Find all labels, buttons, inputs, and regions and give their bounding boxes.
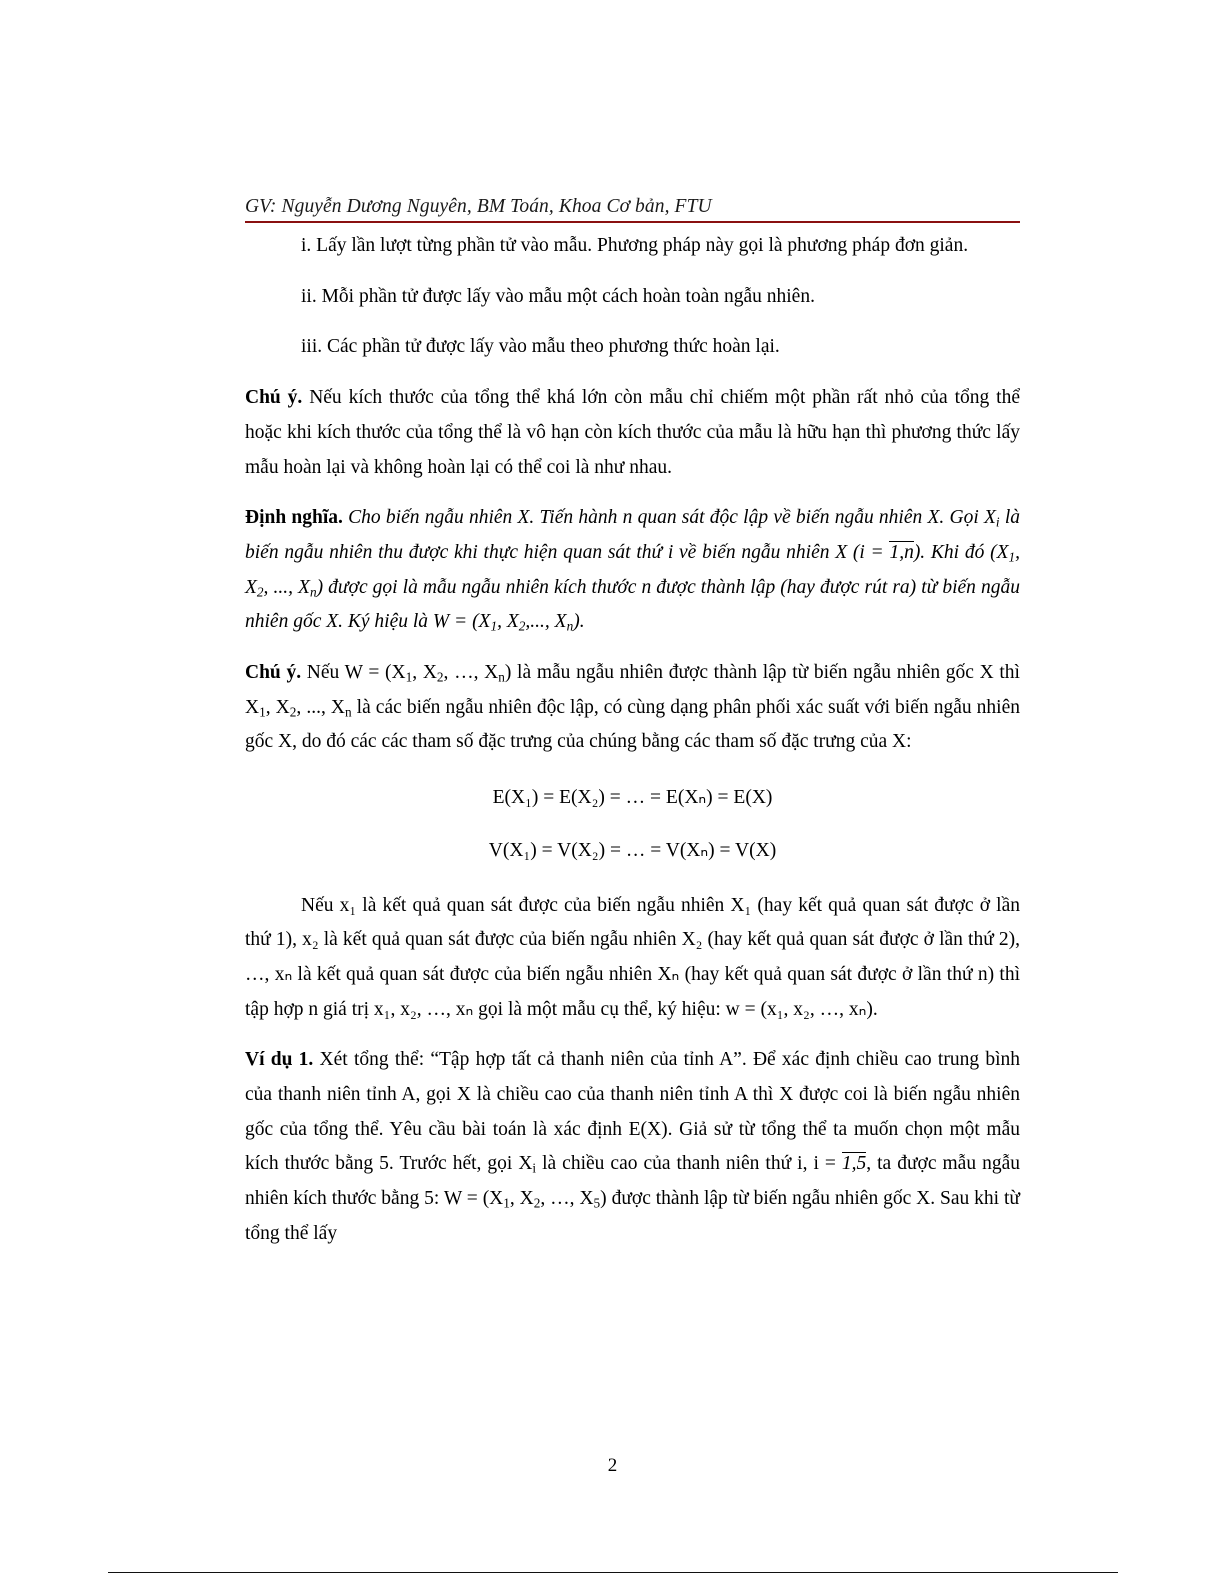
definition-sub-1b: 1 bbox=[490, 619, 498, 635]
example-paragraph bbox=[245, 1043, 1020, 1251]
definition-sub-2: 2 bbox=[256, 584, 264, 600]
example-text-f: ) được thành lập từ biến ngẫu nhiên gốc X. Sau khi từ tổng thể lấy bbox=[245, 1188, 1020, 1244]
note2-sub-2b: 2 bbox=[289, 704, 297, 720]
definition-label: Định nghĩa. bbox=[245, 507, 343, 529]
sample-paragraph: Nếu x₁ là kết quả quan sát được của biến ngẫu nhiên X₁ (hay kết quả quan sát được ở lần thứ 1), x₂ là kết quả quan sát được của biến ngẫu nhiên X₂ (hay kết quả quan sát được ở lần thứ 2), …, xₙ là kết quả quan sát được của biến ngẫu nhiên Xₙ (hay kết quả quan sát được ở lần thứ n) thì tập hợp n giá trị x₁, x₂, …, xₙ gọi là một mẫu cụ thể, ký hiệu: w = (x₁, x₂, …, xₙ). bbox=[245, 894, 1020, 1020]
list-item-ii: ii. Mỗi phần tử được lấy vào mẫu một cách hoàn toàn ngẫu nhiên. bbox=[301, 285, 815, 307]
note-2-text-a: Nếu W = (X bbox=[301, 662, 406, 684]
example-sub-i: i bbox=[532, 1161, 537, 1177]
definition-text-8: ,..., X bbox=[525, 611, 567, 633]
note-2-text-f: , ..., X bbox=[296, 696, 345, 718]
definition-text-1: Cho biến ngẫu nhiên X. Tiến hành n quan sát độc lập về biến ngẫu nhiên X. Gọi X bbox=[342, 507, 996, 529]
note2-sub-1b: 1 bbox=[259, 704, 266, 720]
page-number: 2 bbox=[607, 1455, 618, 1476]
definition-sub-1: 1 bbox=[1008, 549, 1016, 565]
note-paragraph-2 bbox=[245, 656, 1020, 760]
example-text-c: , ta được mẫu ngẫu nhiên kích thước bằng 5: W = (X bbox=[245, 1153, 1020, 1210]
definition-text-5: , ..., X bbox=[263, 576, 310, 598]
definition-sub-i: i bbox=[995, 514, 1000, 530]
definition-text-7: , X bbox=[497, 611, 519, 633]
example-sub-5: 5 bbox=[593, 1195, 601, 1211]
note-2-text-b: , X bbox=[412, 662, 437, 684]
note2-sub-2: 2 bbox=[436, 669, 444, 685]
example-text-a: Xét tổng thể: “Tập hợp tất cả thanh niên của tỉnh A”. Để xác định chiều cao trung bình của thanh niên tỉnh A, gọi X là chiều cao của thanh niên tỉnh A thì X được coi là biến ngẫu nhiên gốc của tổng thể. Yêu cầu bài toán là xác định E(X). Giả sử từ tổng thể ta muốn chọn một mẫu kích thước bằng 5. Trước hết, gọi X bbox=[245, 1049, 1020, 1175]
equation-variance: V(X₁) = V(X₂) = … = V(Xₙ) = V(X) bbox=[488, 840, 777, 862]
example-label: Ví dụ 1. bbox=[245, 1049, 314, 1071]
note2-sub-n: n bbox=[498, 669, 505, 685]
definition-paragraph bbox=[245, 501, 1020, 640]
note-2-text-g: là các biến ngẫu nhiên độc lập, có cùng dạng phân phối xác suất với biến ngẫu nhiên gốc X, do đó các các tham số đặc trưng của chúng bằng các tham số đặc trưng của X: bbox=[245, 696, 1020, 753]
example-overline: 1,5 bbox=[841, 1153, 867, 1175]
note-1-label: Chú ý. bbox=[245, 387, 303, 409]
list-item-iii: iii. Các phần tử được lấy vào mẫu theo phương thức hoàn lại. bbox=[301, 336, 780, 358]
equation-expectation: E(X₁) = E(X₂) = … = E(Xₙ) = E(X) bbox=[492, 787, 773, 809]
definition-text-2: là biến ngẫu nhiên thu được khi thực hiện quan sát thứ i về biến ngẫu nhiên X (i = bbox=[245, 507, 1020, 563]
definition-sub-2b: 2 bbox=[518, 619, 526, 635]
footer-divider bbox=[108, 1572, 1118, 1573]
definition-text-4: , X bbox=[245, 541, 1020, 598]
example-sub-2: 2 bbox=[533, 1195, 541, 1211]
note-2-label: Chú ý. bbox=[245, 662, 302, 684]
note2-sub-1: 1 bbox=[405, 669, 413, 685]
definition-text-3: ). Khi đó (X bbox=[913, 541, 1009, 563]
definition-text-6: ) được gọi là mẫu ngẫu nhiên kích thước n được thành lập (hay được rút ra) từ biến ngẫu nhiên gốc X. Ký hiệu là W = (X bbox=[245, 576, 1020, 633]
note-2-text-d: ) là mẫu ngẫu nhiên được thành lập từ biến ngẫu nhiên gốc X thì X bbox=[245, 662, 1020, 718]
note-1-text: Nếu kích thước của tổng thể khá lớn còn mẫu chỉ chiếm một phần rất nhỏ của tổng thể hoặc khi kích thước của tổng thể là vô hạn còn kích thước của mẫu là hữu hạn thì phương thức lấy mẫu hoàn lại và không hoàn lại có thể coi là như nhau. bbox=[245, 387, 1020, 478]
list-item-i: i. Lấy lần lượt từng phần tử vào mẫu. Phương pháp này gọi là phương pháp đơn giản. bbox=[301, 235, 969, 256]
note2-sub-nb: n bbox=[344, 704, 352, 720]
definition-text-9: ). bbox=[573, 611, 585, 633]
note-paragraph-1 bbox=[245, 381, 1020, 485]
header-divider bbox=[245, 221, 1020, 223]
example-text-e: , …, X bbox=[540, 1188, 594, 1210]
definition-sub-nb: n bbox=[566, 619, 574, 635]
definition-overline: 1,n bbox=[889, 541, 914, 563]
example-text-b: là chiều cao của thanh niên thứ i, i = bbox=[536, 1153, 842, 1175]
running-header: GV: Nguyễn Dương Nguyên, BM Toán, Khoa Cơ bản, FTU bbox=[245, 196, 712, 217]
definition-sub-n: n bbox=[309, 584, 317, 600]
note-2-text-e: , X bbox=[265, 696, 290, 718]
note-2-text-c: , …, X bbox=[443, 662, 499, 684]
example-sub-1: 1 bbox=[503, 1195, 510, 1211]
page-content bbox=[245, 196, 1020, 1268]
example-text-d: , X bbox=[509, 1188, 534, 1210]
